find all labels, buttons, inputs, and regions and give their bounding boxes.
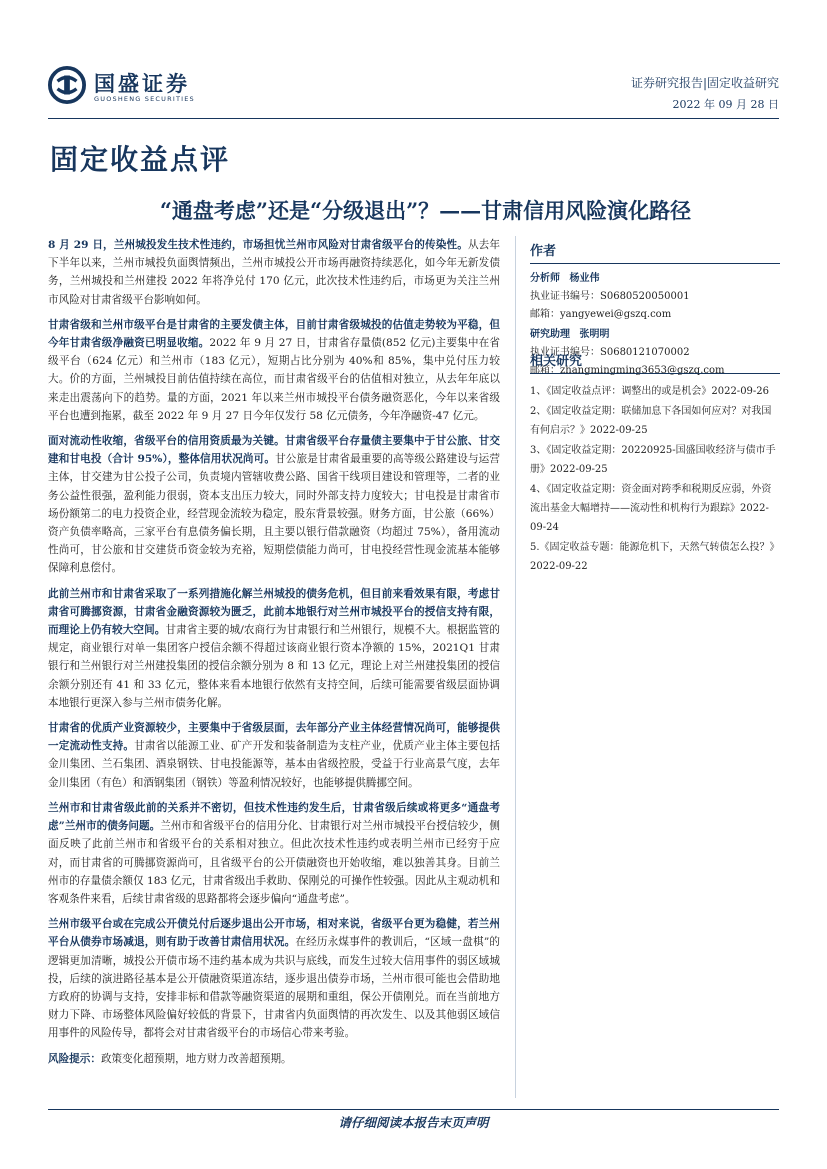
guosheng-logo-icon (48, 66, 86, 104)
assistant-role: 研究助理 (530, 329, 570, 340)
company-logo (48, 66, 248, 106)
paragraph-lead: 此前兰州市和甘肃省采取了一系列措施化解兰州城投的债务危机，但目前来看效果有限，考虑甘肃省可腾挪资源，甘肃省金融资源较为匮乏，此前本地银行对兰州市城投平台的授信支持有限，而理论上仍有较大空间。 (48, 587, 500, 637)
paragraph-text: 兰州市和省级平台的信用分化、甘肃银行对兰州市城投平台授信较少，侧面反映了此前兰州市和省级平台的关系相对独立。但此次技术性违约或表明兰州市已经穷于应对，而甘肃省的可腾挪资源尚可，且省级平台的公开债融资也开始收缩，难以独善其身。目前兰州市的存量债余额仅 183 亿元，甘肃省级出手救助、保刚兑的可操作性较强。因此从主观动机和客观条件来看，后续甘肃省级的思路都将会逐步偏向“通盘考虑”。 (48, 820, 501, 905)
body-paragraph (48, 719, 500, 792)
paragraph-text: 甘公旅是甘肃省最重要的高等级公路建设与运营主体，甘交建为甘公投子公司，负责境内管辖收费公路、国省干线项目建设和管理等，二者的业务公益性很强，盈利能力很弱，资本支出压力较大，同时外部支持力度较大；甘电投是甘肃省市场份额第二的电力投资企业，经营现金流较为稳定，股东背景较强。财务方面，甘公旅（66%）资产负债率略高，三家平台有息债务偏长期，且主要以银行借款融资（均超过 75%），备用流动性尚可，甘公旅和甘交建货币资金较为充裕，短期偿债能力尚可，甘电投经营性现金流基本能够保障利息偿付。 (48, 453, 500, 575)
assistant-name: 张明明 (579, 329, 610, 340)
paragraph-lead: 面对流动性收缩，省级平台的信用资质最为关键。甘肃省级平台存量债主要集中于甘公旅、甘交建和甘电投（合计 95%），整体信用状况尚可。 (48, 435, 500, 466)
analyst-name: 杨业伟 (569, 273, 600, 284)
analyst-cert: 执业证书编号：S0680520050001 (530, 291, 690, 302)
paragraph-lead: 甘肃省的优质产业资源较少，主要集中于省级层面，去年部分产业主体经营情况尚可，能够提供一定流动性支持。 (48, 722, 500, 753)
paragraph-lead: 8 月 29 日，兰州城投发生技术性违约，市场担忧兰州市风险对甘肃省级平台的传染性。 (48, 239, 468, 251)
analyst-row (530, 270, 780, 288)
body-paragraph (48, 236, 500, 309)
body-paragraph (48, 799, 500, 908)
body-paragraph (48, 915, 500, 1042)
analyst-email[interactable]: 邮箱：yangyewei@gszq.com (530, 309, 672, 320)
logo-name: 国盛证券 (94, 72, 190, 96)
risk-text: 政策变化超预期，地方财力改善超预期。 (100, 1052, 292, 1065)
paragraph-text: 在经历永煤事件的教训后，“区域一盘棋”的逻辑更加清晰，城投公开债市场不违约基本成为共识与底线，而发生过较大信用事件的弱区域城投，后续的演进路径基本是公开债融资渠道冻结，逐步退出债券市场，兰州市很可能也会借助地方政府的协调与支持，安排非标和借款等融资渠道的展期和重组，保公开债刚兑。而在当前地方财力下降、市场整体风险偏好较低的背景下，甘肃省内负面舆情的再次发生、以及其他弱区域信用事件的风险传导，都将会对甘肃省级平台的市场信心带来考验。 (48, 936, 500, 1040)
related-item[interactable]: 2、《固定收益定期：联储加息下各国如何应对？对我国有何启示？》2022-09-25 (530, 406, 772, 436)
report-title: “通盘考虑”还是“分级退出”？——甘肃信用风险演化路径 (159, 198, 692, 223)
assistant-email[interactable]: 邮箱：zhangmingming3653@gszq.com (530, 365, 725, 376)
report-body (48, 236, 500, 1075)
paragraph-text: 2022 年 9 月 27 日，甘肃省存量债(852 亿元)主要集中在省级平台（624 亿元）和兰州市（183 亿元），短期占比分别为 40%和 85%，集中兑付压力较大。价的方面，兰州城投目前估值持续在高位，而甘肃省级平台的估值相对独立，从去年年底以来走出震荡向下的趋势。量的方面，2021 年以来兰州市城投平台债务融资恶化，今年以来省级平台也遭到拖累，截至 2022 年 9 月 27 日今年仅发行 58 亿元债务，今年净融资-47 亿元。 (48, 337, 500, 422)
related-item[interactable]: 3、《固定收益定期：20220925-国盛国收经济与债市手册》2022-09-25 (530, 445, 776, 475)
paragraph-text: 甘肃省主要的城/农商行为甘肃银行和兰州银行，规模不大。根据监管的规定，商业银行对单一集团客户授信余额不得超过该商业银行资本净额的 15%，2021Q1 甘肃银行和兰州银行对兰州建投集团的授信余额分别为 8 和 13 亿元，理论上对兰州建投集团的授信余额分别还有 41 和 33 亿元，整体来看本地银行依然有支持空间，后续可能需要省级层面协调本地银行更深入参与兰州市债务化解。 (48, 624, 500, 709)
logo-subtitle: GUOSHENG SECURITIES (94, 95, 195, 103)
paragraph-lead: 甘肃省级和兰州市级平台是甘肃省的主要发债主体，目前甘肃省级城投的估值走势较为平稳，但今年甘肃省级净融资已明显收缩。 (48, 318, 500, 350)
assistant-row (530, 326, 780, 344)
header-divider (48, 118, 779, 119)
related-item[interactable]: 4、《固定收益定期：资金面对跨季和税期反应弱，外资流出基金大幅增持——流动性和机构行为跟踪》2022-09-24 (530, 484, 772, 533)
risk-label: 风险提示： (48, 1052, 101, 1065)
authors-heading: 作者 (530, 240, 780, 264)
analyst-role: 分析师 (530, 273, 560, 284)
body-paragraph (48, 585, 500, 712)
paragraph-lead: 兰州市和甘肃省级此前的关系并不密切，但技术性违约发生后，甘肃省级后续或将更多“通盘考虑”兰州市的债务问题。 (48, 801, 500, 833)
report-type: 证券研究报告|固定收益研究 (630, 76, 779, 90)
assistant-cert: 执业证书编号：S0680121070002 (530, 347, 690, 358)
category-title: 固定收益点评 (50, 143, 231, 176)
related-item[interactable]: 1、《固定收益点评：调整出的或是机会》2022-09-26 (530, 386, 770, 397)
footer-disclaimer: 请仔细阅读本报告末页声明 (338, 1115, 489, 1130)
related-item[interactable]: 5.《固定收益专题：能源危机下，天然气转债怎么投？》2022-09-22 (530, 542, 780, 572)
related-research-panel (530, 350, 780, 577)
footer-divider (48, 1109, 779, 1110)
body-paragraph (48, 316, 500, 425)
related-list (530, 382, 780, 576)
body-paragraph (48, 432, 500, 578)
paragraph-lead: 兰州市级平台或在完成公开债兑付后逐步退出公开市场，相对来说，省级平台更为稳健，若兰州平台从债券市场减退，则有助于改善甘肃信用状况。 (48, 918, 500, 949)
report-date: 2022 年 09 月 28 日 (672, 98, 779, 111)
risk-warning (48, 1050, 500, 1068)
column-divider (515, 236, 516, 1098)
paragraph-text: 从去年下半年以来，兰州市城投负面舆情频出，兰州市城投公开市场再融资持续恶化，如今年无新发债务，兰州城投和兰州建投 2022 年将净兑付 170 亿元，此次技术性违约后，市场更为关注兰州市风险对甘肃省级平台影响如何。 (48, 239, 500, 306)
related-heading: 相关研究 (530, 350, 780, 374)
paragraph-text: 甘肃省以能源工业、矿产开发和装备制造为支柱产业，优质产业主体主要包括金川集团、兰石集团、酒泉钢铁、甘电投能源等，基本由省级控股，受益于行业高景气度，去年金川集团（有色）和酒钢集团（钢铁）等盈利情况较好，也能够提供腾挪空间。 (48, 740, 501, 789)
